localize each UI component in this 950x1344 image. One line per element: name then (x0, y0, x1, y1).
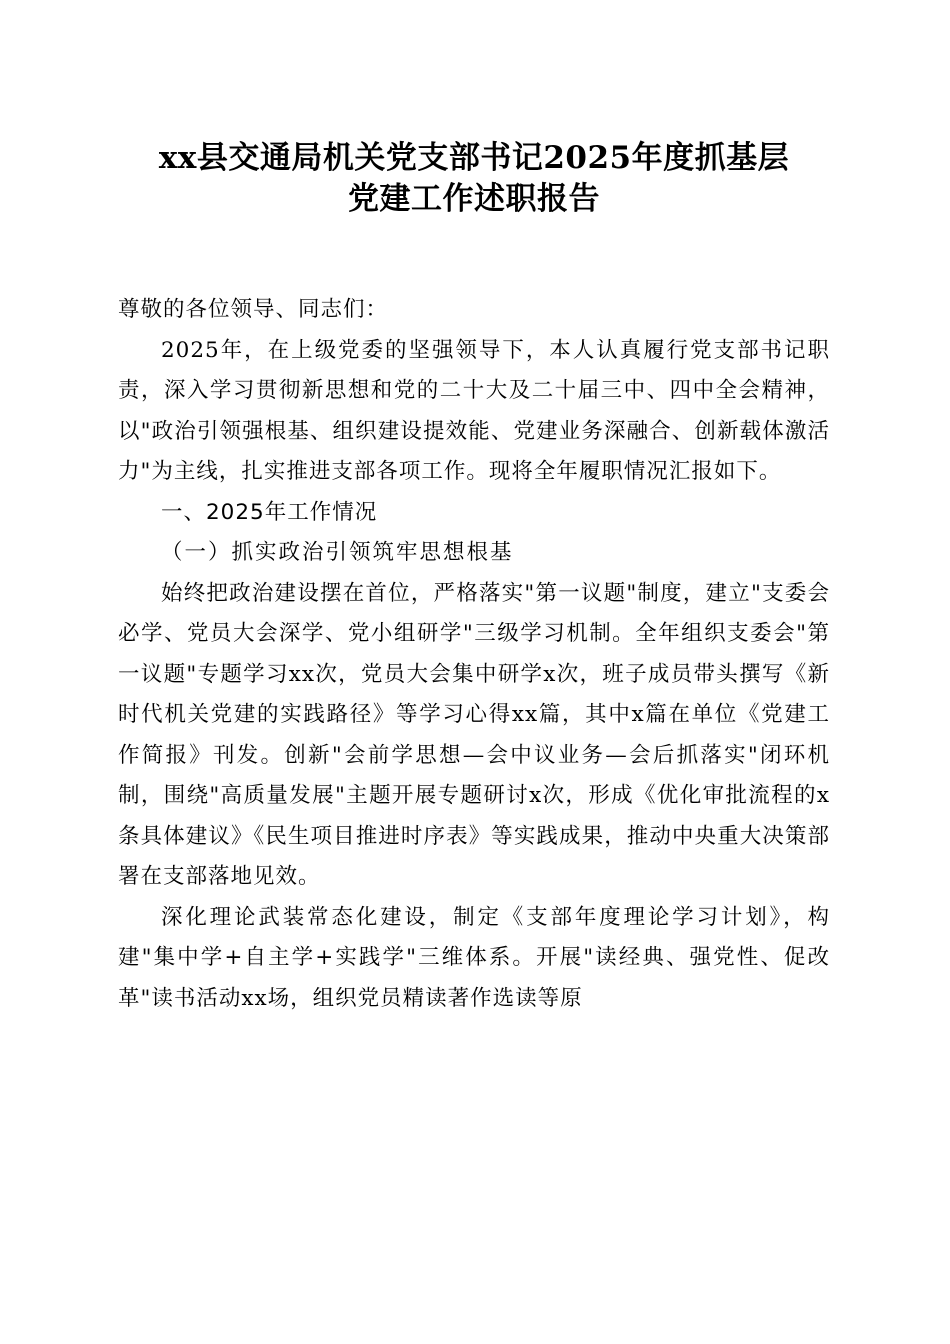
subsection-heading: （一）抓实政治引领筑牢思想根基 (161, 540, 514, 565)
document-page (118, 138, 830, 1019)
body-paragraph-2: 深化理论武装常态化建设，制定《支部年度理论学习计划》，构建"集中学+自主学+实践学"三维体系。开展"读经典、强党性、促改革"读书活动xx场，组织党员精读著作选读等原 (118, 904, 830, 1011)
intro-paragraph: 2025年，在上级党委的坚强领导下，本人认真履行党支部书记职责，深入学习贯彻新思想和党的二十大及二十届三中、四中全会精神，以"政治引领强根基、组织建设提效能、党建业务深融合、创新载体激活力"为主线，扎实推进支部各项工作。现将全年履职情况汇报如下。 (118, 337, 830, 484)
section-heading: 一、2025年工作情况 (161, 499, 378, 525)
title-line-2: 党建工作述职报告 (348, 181, 600, 217)
salutation: 尊敬的各位领导、同志们： (118, 297, 389, 322)
document-title (118, 138, 830, 220)
document-body (118, 290, 830, 1019)
title-line-1: xx县交通局机关党支部书记2025年度抓基层 (158, 140, 790, 176)
body-paragraph-1: 始终把政治建设摆在首位，严格落实"第一议题"制度，建立"支委会必学、党员大会深学、党小组研学"三级学习机制。全年组织支委会"第一议题"专题学习xx次，党员大会集中研学x次，班子成员带头撰写《新时代机关党建的实践路径》等学习心得xx篇，其中x篇在单位《党建工作简报》刊发。创新"会前学思想—会中议业务—会后抓落实"闭环机制，围绕"高质量发展"主题开展专题研讨x次，形成《优化审批流程的x条具体建议》《民生项目推进时序表》等实践成果，推动中央重大决策部署在支部落地见效。 (118, 580, 830, 889)
